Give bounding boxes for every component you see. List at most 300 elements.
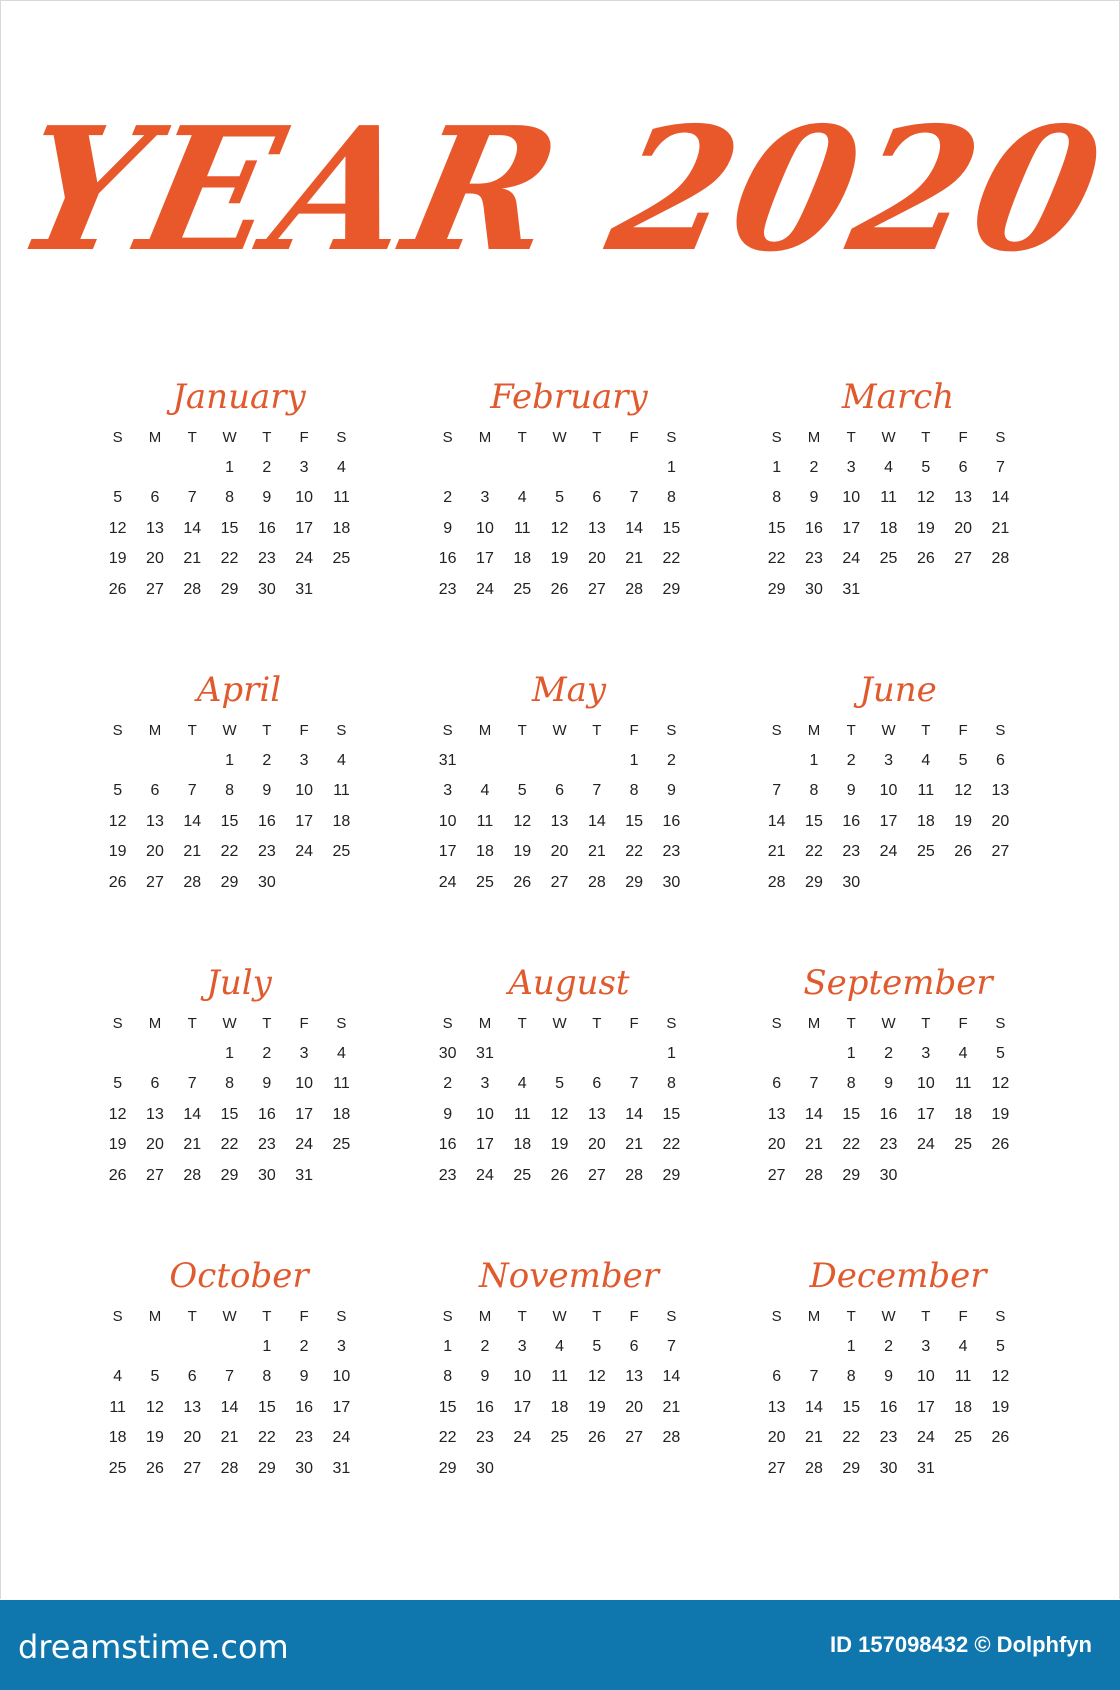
day-cell: 20 [991,812,1010,830]
day-cell: 12 [550,1105,569,1123]
weekday-label: M [807,428,821,446]
day-cell: 13 [146,1105,164,1123]
day-cell: 7 [629,489,639,507]
day-cell: 11 [333,489,350,507]
week-row [99,1039,379,1070]
day-cell: 18 [332,1105,351,1123]
day-cell: 6 [187,1368,197,1386]
day-cell: 19 [146,1429,164,1447]
week-row [758,544,1038,575]
week-row [99,1332,379,1363]
day-cell: 16 [257,1105,276,1123]
day-cell: 14 [625,1105,644,1123]
day-cell: 22 [662,550,681,568]
week-row [758,575,1038,606]
day-cell: 25 [332,843,351,861]
day-cell: 17 [332,1398,351,1416]
day-cell: 3 [299,751,309,769]
weekday-label: F [958,1014,968,1032]
weekday-label: M [478,428,492,446]
day-cell: 16 [257,812,276,830]
day-cell: 19 [108,843,127,861]
week-row [429,837,709,868]
month-name: July [206,963,272,1003]
day-cell: 20 [954,519,973,537]
day-cell: 4 [884,458,893,476]
day-cell: 28 [220,1459,239,1477]
day-cell: 16 [662,812,681,830]
day-cell: 23 [438,580,457,598]
day-cell: 5 [517,782,527,800]
day-cell: 12 [916,489,935,507]
weekday-label: W [222,721,237,739]
weekday-label: T [592,1307,602,1325]
day-cell: 15 [438,1398,457,1416]
day-cell: 23 [805,550,823,568]
day-cell: 20 [625,1398,644,1416]
day-cell: 22 [220,550,239,568]
day-cell: 26 [108,580,127,598]
day-cell: 19 [916,519,935,537]
week-row [99,746,379,777]
day-cell: 22 [625,843,644,861]
day-cell: 24 [438,873,457,891]
day-cell: 13 [767,1398,786,1416]
day-cell: 14 [805,1398,823,1416]
day-cell: 20 [587,550,606,568]
day-cell: 30 [257,1166,276,1184]
day-cell: 6 [592,489,602,507]
weekday-label: T [846,428,856,446]
day-cell: 18 [108,1429,127,1447]
day-cell: 15 [842,1398,861,1416]
day-cell: 7 [772,782,782,800]
week-row [99,575,379,606]
weekday-header [429,715,709,746]
day-cell: 13 [587,519,606,537]
day-cell: 3 [517,1337,527,1355]
day-cell: 4 [517,1075,527,1093]
week-row [758,868,1038,899]
day-cell: 19 [108,550,127,568]
week-row [429,868,709,899]
day-cell: 8 [809,782,819,800]
day-cell: 17 [476,1136,494,1154]
day-cell: 4 [921,751,931,769]
day-cell: 15 [842,1105,861,1123]
day-cell: 13 [767,1105,786,1123]
week-row [429,575,709,606]
day-cell: 23 [257,550,276,568]
day-cell: 28 [183,873,202,891]
weekday-label: T [846,1307,856,1325]
day-cell: 29 [842,1166,861,1184]
weekday-label: S [442,721,453,739]
day-cell: 13 [625,1368,644,1386]
weekday-label: S [666,1307,677,1325]
weekday-label: S [771,721,782,739]
day-cell: 26 [916,550,935,568]
day-cell: 4 [480,782,490,800]
footer-bar [0,1600,1120,1690]
day-cell: 24 [916,1136,935,1154]
day-cell: 24 [295,843,314,861]
calendar-title: YEAR 2020 [1,90,1119,290]
day-cell: 5 [592,1337,602,1355]
weekday-label: S [112,1014,123,1032]
day-cell: 31 [332,1459,351,1477]
day-cell: 22 [662,1136,681,1154]
weekday-header [758,1008,1038,1039]
day-cell: 23 [257,1136,276,1154]
day-cell: 2 [846,751,856,769]
week-row [429,1039,709,1070]
day-cell: 1 [846,1337,856,1355]
day-cell: 16 [295,1398,314,1416]
day-cell: 20 [767,1136,786,1154]
week-row [99,1069,379,1100]
week-row [99,1161,379,1192]
week-row [758,1069,1038,1100]
month-name: May [531,670,607,710]
day-cell: 11 [917,782,935,800]
day-cell: 2 [480,1337,490,1355]
weekday-label: T [846,721,856,739]
day-cell: 23 [257,843,276,861]
day-cell: 9 [262,489,272,507]
weekday-label: W [552,1307,567,1325]
day-cell: 2 [443,489,453,507]
day-cell: 16 [842,812,861,830]
month-october [99,1251,379,1484]
day-cell: 10 [476,519,494,537]
day-cell: 29 [220,1166,239,1184]
day-cell: 16 [879,1105,898,1123]
week-row [429,807,709,838]
day-cell: 28 [625,580,644,598]
week-row [758,1039,1038,1070]
day-cell: 14 [183,812,202,830]
day-cell: 11 [954,1368,972,1386]
month-may [429,665,709,898]
week-row [429,1100,709,1131]
day-cell: 8 [629,782,639,800]
month-september [758,958,1038,1191]
weekday-label: T [187,1307,197,1325]
day-cell: 12 [513,812,532,830]
weekday-label: T [517,721,527,739]
day-cell: 21 [805,1429,823,1447]
day-cell: 5 [958,751,968,769]
day-cell: 23 [879,1429,898,1447]
day-cell: 8 [666,1075,676,1093]
weekday-label: S [336,1014,347,1032]
day-cell: 17 [513,1398,532,1416]
day-cell: 24 [879,843,898,861]
month-name: September [803,963,993,1003]
weekday-label: W [222,428,237,446]
day-cell: 22 [220,843,239,861]
weekday-label: T [262,721,272,739]
day-cell: 25 [513,1166,532,1184]
day-cell: 19 [954,812,973,830]
day-cell: 4 [336,458,346,476]
day-cell: 30 [662,873,681,891]
day-cell: 3 [480,489,490,507]
day-cell: 1 [262,1337,272,1355]
day-cell: 10 [879,782,898,800]
weekday-header [758,422,1038,453]
day-cell: 20 [146,843,164,861]
weekday-label: S [666,428,677,446]
day-cell: 29 [767,580,786,598]
day-cell: 19 [587,1398,606,1416]
weekday-label: T [517,428,527,446]
day-cell: 11 [880,489,897,507]
day-cell: 20 [550,843,569,861]
day-cell: 5 [995,1337,1005,1355]
weekday-label: S [336,428,347,446]
day-cell: 27 [767,1166,786,1184]
month-january [99,372,379,605]
day-cell: 27 [550,873,569,891]
day-cell: 12 [991,1075,1010,1093]
day-cell: 23 [879,1136,898,1154]
day-cell: 25 [476,873,494,891]
day-cell: 21 [183,1136,202,1154]
day-cell: 21 [991,519,1010,537]
day-cell: 9 [262,1075,272,1093]
day-cell: 4 [958,1337,968,1355]
month-december [758,1251,1038,1484]
day-cell: 25 [879,550,898,568]
weekday-label: S [995,721,1006,739]
week-row [99,514,379,545]
day-cell: 2 [666,751,676,769]
weekday-label: F [958,428,968,446]
day-cell: 26 [550,580,569,598]
day-cell: 3 [884,751,893,769]
day-cell: 1 [443,1337,453,1355]
day-cell: 8 [846,1368,856,1386]
day-cell: 1 [225,751,234,769]
weekday-label: M [148,721,162,739]
weekday-label: W [222,1014,237,1032]
day-cell: 13 [587,1105,606,1123]
month-name: August [508,963,630,1003]
day-cell: 3 [299,1044,309,1062]
day-cell: 16 [476,1398,494,1416]
day-cell: 19 [108,1136,127,1154]
day-cell: 22 [220,1136,239,1154]
day-cell: 19 [550,1136,569,1154]
week-row [99,776,379,807]
day-cell: 5 [113,782,123,800]
weekday-label: W [552,721,567,739]
week-row [758,514,1038,545]
weekday-label: T [921,1014,931,1032]
day-cell: 15 [662,519,681,537]
day-cell: 4 [517,489,527,507]
day-cell: 1 [666,1044,676,1062]
day-cell: 21 [662,1398,681,1416]
dreamstime-logo[interactable]: dreamstime.com [18,1628,289,1666]
week-row [429,453,709,484]
day-cell: 28 [991,550,1010,568]
week-row [758,1130,1038,1161]
day-cell: 18 [954,1398,973,1416]
day-cell: 9 [666,782,676,800]
day-cell: 17 [476,550,494,568]
day-cell: 24 [476,580,494,598]
day-cell: 1 [846,1044,856,1062]
day-cell: 2 [809,458,819,476]
week-row [758,1393,1038,1424]
day-cell: 29 [220,873,239,891]
day-cell: 7 [592,782,602,800]
day-cell: 11 [551,1368,568,1386]
day-cell: 31 [438,751,457,769]
day-cell: 2 [884,1337,893,1355]
day-cell: 5 [921,458,931,476]
weekday-label: T [921,721,931,739]
day-cell: 27 [146,580,164,598]
month-name: June [859,670,937,710]
day-cell: 6 [592,1075,602,1093]
day-cell: 12 [146,1398,164,1416]
day-cell: 23 [842,843,861,861]
month-name: January [172,377,306,417]
image-credit: ID 157098432 © Dolphfyn [830,1632,1092,1657]
day-cell: 7 [629,1075,639,1093]
day-cell: 22 [767,550,786,568]
day-cell: 6 [150,489,160,507]
day-cell: 28 [183,1166,202,1184]
day-cell: 10 [916,1075,935,1093]
weekday-label: T [921,1307,931,1325]
day-cell: 9 [443,1105,453,1123]
day-cell: 25 [916,843,935,861]
month-name: December [809,1256,987,1296]
day-cell: 27 [587,1166,606,1184]
day-cell: 2 [884,1044,893,1062]
week-row [99,1423,379,1454]
day-cell: 6 [150,782,160,800]
day-cell: 29 [220,580,239,598]
weekday-label: M [148,1307,162,1325]
day-cell: 7 [809,1368,819,1386]
day-cell: 21 [220,1429,239,1447]
day-cell: 14 [625,519,644,537]
day-cell: 30 [842,873,861,891]
week-row [99,807,379,838]
week-row [429,1069,709,1100]
day-cell: 15 [257,1398,276,1416]
day-cell: 28 [625,1166,644,1184]
day-cell: 6 [772,1075,782,1093]
weekday-label: T [592,428,602,446]
day-cell: 5 [113,1075,123,1093]
weekday-label: F [629,428,639,446]
day-cell: 12 [587,1368,606,1386]
day-cell: 26 [108,873,127,891]
weekday-label: M [478,721,492,739]
day-cell: 7 [666,1337,676,1355]
day-cell: 9 [884,1368,893,1386]
day-cell: 1 [772,458,782,476]
day-cell: 28 [662,1429,681,1447]
day-cell: 27 [625,1429,644,1447]
week-row [429,544,709,575]
weekday-label: M [148,428,162,446]
day-cell: 12 [108,519,127,537]
day-cell: 16 [805,519,823,537]
weekday-header [99,715,379,746]
day-cell: 22 [257,1429,276,1447]
weekday-label: S [995,1014,1006,1032]
day-cell: 2 [262,1044,272,1062]
day-cell: 3 [299,458,309,476]
day-cell: 3 [336,1337,346,1355]
day-cell: 18 [332,519,351,537]
day-cell: 26 [513,873,532,891]
weekday-label: W [552,1014,567,1032]
day-cell: 5 [113,489,123,507]
weekday-label: W [881,1014,896,1032]
weekday-label: S [336,721,347,739]
week-row [99,868,379,899]
weekday-label: S [336,1307,347,1325]
day-cell: 27 [767,1459,786,1477]
day-cell: 25 [332,550,351,568]
day-cell: 4 [958,1044,968,1062]
weekday-label: T [187,1014,197,1032]
day-cell: 29 [438,1459,457,1477]
day-cell: 23 [438,1166,457,1184]
day-cell: 9 [299,1368,309,1386]
day-cell: 8 [846,1075,856,1093]
day-cell: 12 [991,1368,1010,1386]
week-row [99,837,379,868]
day-cell: 12 [108,812,127,830]
day-cell: 11 [513,519,531,537]
week-row [99,1393,379,1424]
day-cell: 21 [587,843,606,861]
day-cell: 19 [991,1105,1010,1123]
day-cell: 8 [443,1368,453,1386]
day-cell: 18 [550,1398,569,1416]
weekday-label: S [442,1014,453,1032]
day-cell: 30 [257,580,276,598]
day-cell: 18 [879,519,898,537]
day-cell: 24 [842,550,861,568]
day-cell: 25 [954,1136,973,1154]
day-cell: 26 [991,1136,1010,1154]
day-cell: 10 [295,1075,314,1093]
day-cell: 8 [262,1368,272,1386]
month-july [99,958,379,1191]
day-cell: 20 [587,1136,606,1154]
day-cell: 6 [629,1337,639,1355]
day-cell: 27 [954,550,973,568]
day-cell: 8 [225,782,234,800]
month-april [99,665,379,898]
day-cell: 10 [842,489,861,507]
day-cell: 24 [513,1429,532,1447]
day-cell: 21 [805,1136,823,1154]
day-cell: 26 [550,1166,569,1184]
weekday-label: W [881,1307,896,1325]
